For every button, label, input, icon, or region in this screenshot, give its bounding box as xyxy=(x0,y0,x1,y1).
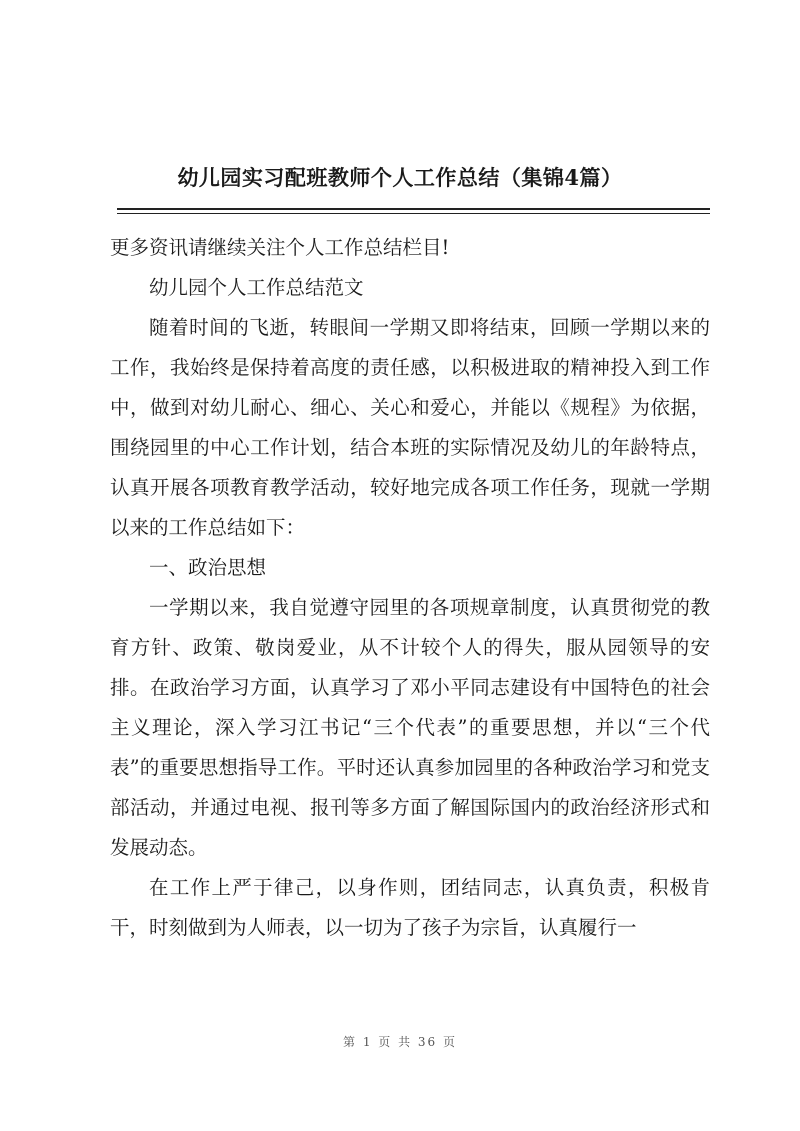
section-heading-sample: 幼儿园个人工作总结范文 xyxy=(149,276,364,299)
document-body xyxy=(110,228,710,948)
intro-line: 更多资讯请继续关注个人工作总结栏目! xyxy=(110,236,450,259)
document-title: 幼儿园实习配班教师个人工作总结（集锦4篇） xyxy=(177,165,623,190)
title-rule-thin xyxy=(117,213,710,214)
body-paragraph: 一学期以来，我自觉遵守园里的各项规章制度，认真贯彻党的教育方针、政策、敬岗爱业，从不计较个人的得失，服从园领导的安排。在政治学习方面，认真学习了邓小平同志建设有中国特色的社会主义理论，深入学习江书记“三个代表”的重要思想，并以“三个代表”的重要思想指导工作。平时还认真参加园里的各种政治学习和党支部活动，并通过电视、报刊等多方面了解国际国内的政治经济形式和发展动态。 xyxy=(110,596,710,859)
body-paragraph: 在工作上严于律己，以身作则，团结同志，认真负责，积极肯干，时刻做到为人师表，以一切为了孩子为宗旨，认真履行一 xyxy=(110,876,710,939)
body-paragraph: 随着时间的飞逝，转眼间一学期又即将结束，回顾一学期以来的工作，我始终是保持着高度的责任感，以积极进取的精神投入到工作中，做到对幼儿耐心、细心、关心和爱心，并能以《规程》为依据，围绕园里的中心工作计划，结合本班的实际情况及幼儿的年龄特点，认真开展各项教育教学活动，较好地完成各项工作任务，现就一学期以来的工作总结如下： xyxy=(110,316,710,539)
page-footer: 第 1 页 共 36 页 xyxy=(343,1035,457,1049)
section-heading-politics: 一、政治思想 xyxy=(149,556,267,579)
title-rule-thick xyxy=(117,208,710,210)
